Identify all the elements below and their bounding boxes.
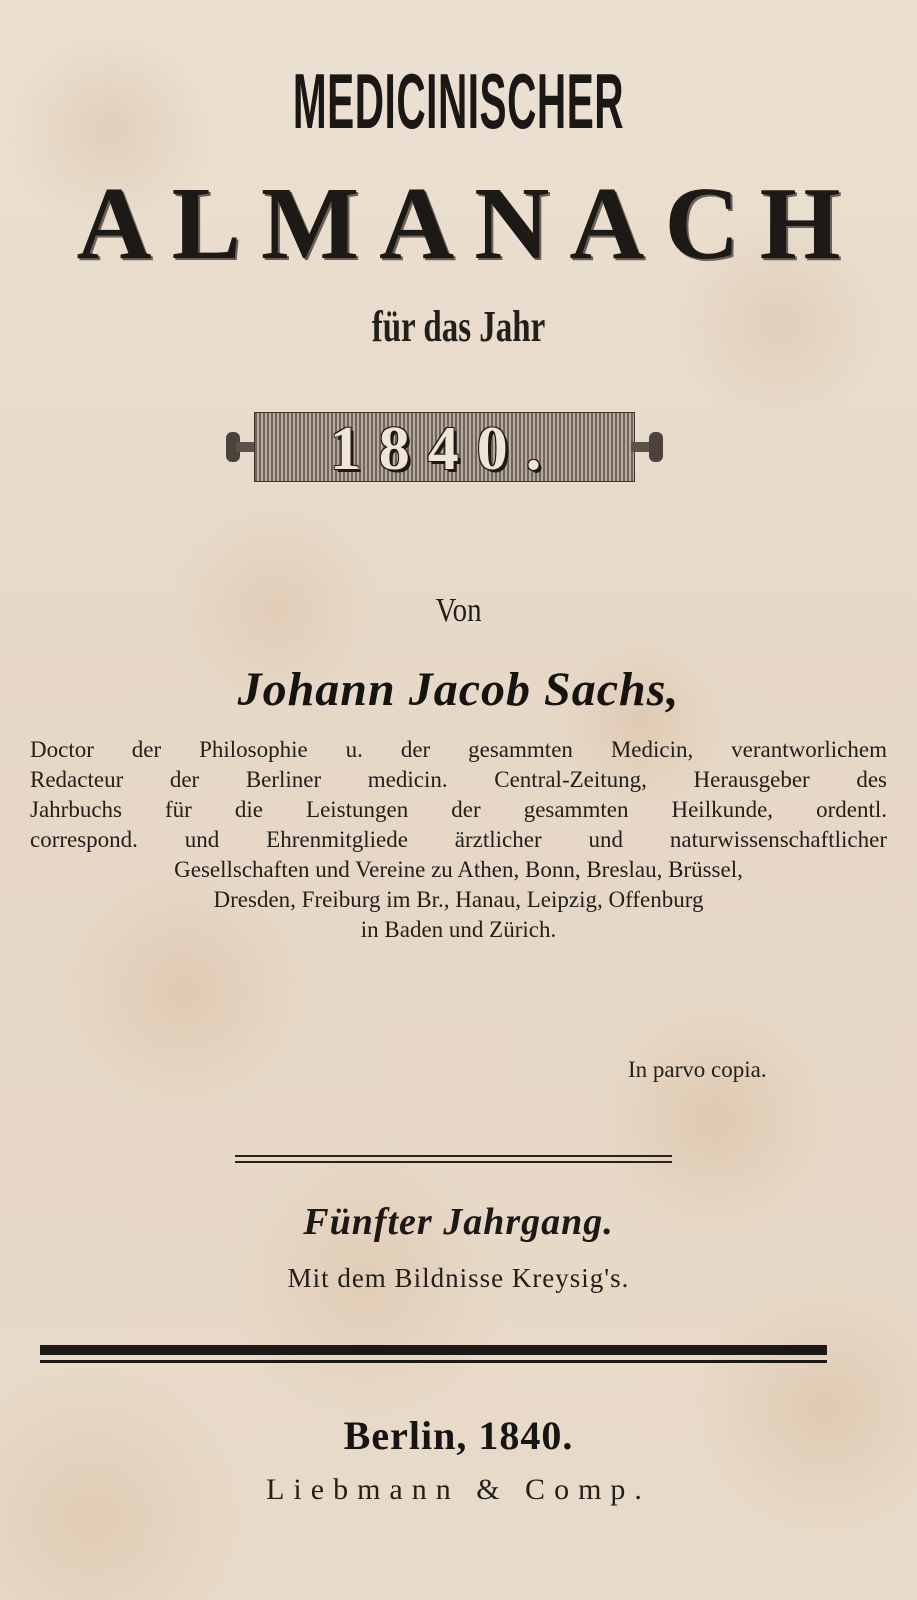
year-text: 1840. bbox=[329, 415, 560, 483]
divider-double-bottom bbox=[235, 1161, 672, 1163]
divider-double-top bbox=[235, 1155, 672, 1157]
author-credentials bbox=[30, 735, 887, 945]
motto: In parvo copia. bbox=[628, 1057, 767, 1082]
subtitle: für das Jahr bbox=[371, 302, 546, 351]
imprint-place-year: Berlin, 1840. bbox=[343, 1413, 574, 1458]
title-line-medicinischer: MEDICINISCHER bbox=[292, 57, 625, 145]
portrait-note: Mit dem Bildnisse Kreysig's. bbox=[287, 1263, 630, 1293]
edition-label: Fünfter Jahrgang. bbox=[303, 1201, 614, 1243]
title-line-almanach: ALMANACH bbox=[76, 166, 861, 281]
credentials-line: in Baden und Zürich. bbox=[360, 917, 557, 942]
credentials-line: Doctor der Philosophie u. der gesammten Medicin, verantworlichem bbox=[30, 737, 887, 762]
divider-thick bbox=[40, 1345, 827, 1355]
credentials-line: correspond. und Ehrenmitgliede ärztlicher und naturwissenschaftlicher bbox=[30, 827, 887, 852]
divider-thin bbox=[40, 1360, 827, 1363]
credentials-line: Dresden, Freiburg im Br., Hanau, Leipzig, Offenburg bbox=[213, 887, 704, 912]
credentials-line: Gesellschaften und Vereine zu Athen, Bonn, Breslau, Brüssel, bbox=[174, 857, 743, 882]
author-name: Johann Jacob Sachs, bbox=[237, 663, 680, 716]
credentials-line: Redacteur der Berliner medicin. Central-Zeitung, Herausgeber des bbox=[30, 767, 887, 792]
credentials-line: Jahrbuchs für die Leistungen der gesammten Heilkunde, ordentl. bbox=[30, 797, 887, 822]
by-label: Von bbox=[435, 592, 482, 629]
publisher: Liebmann & Comp. bbox=[266, 1473, 651, 1506]
year-banner bbox=[222, 408, 667, 486]
